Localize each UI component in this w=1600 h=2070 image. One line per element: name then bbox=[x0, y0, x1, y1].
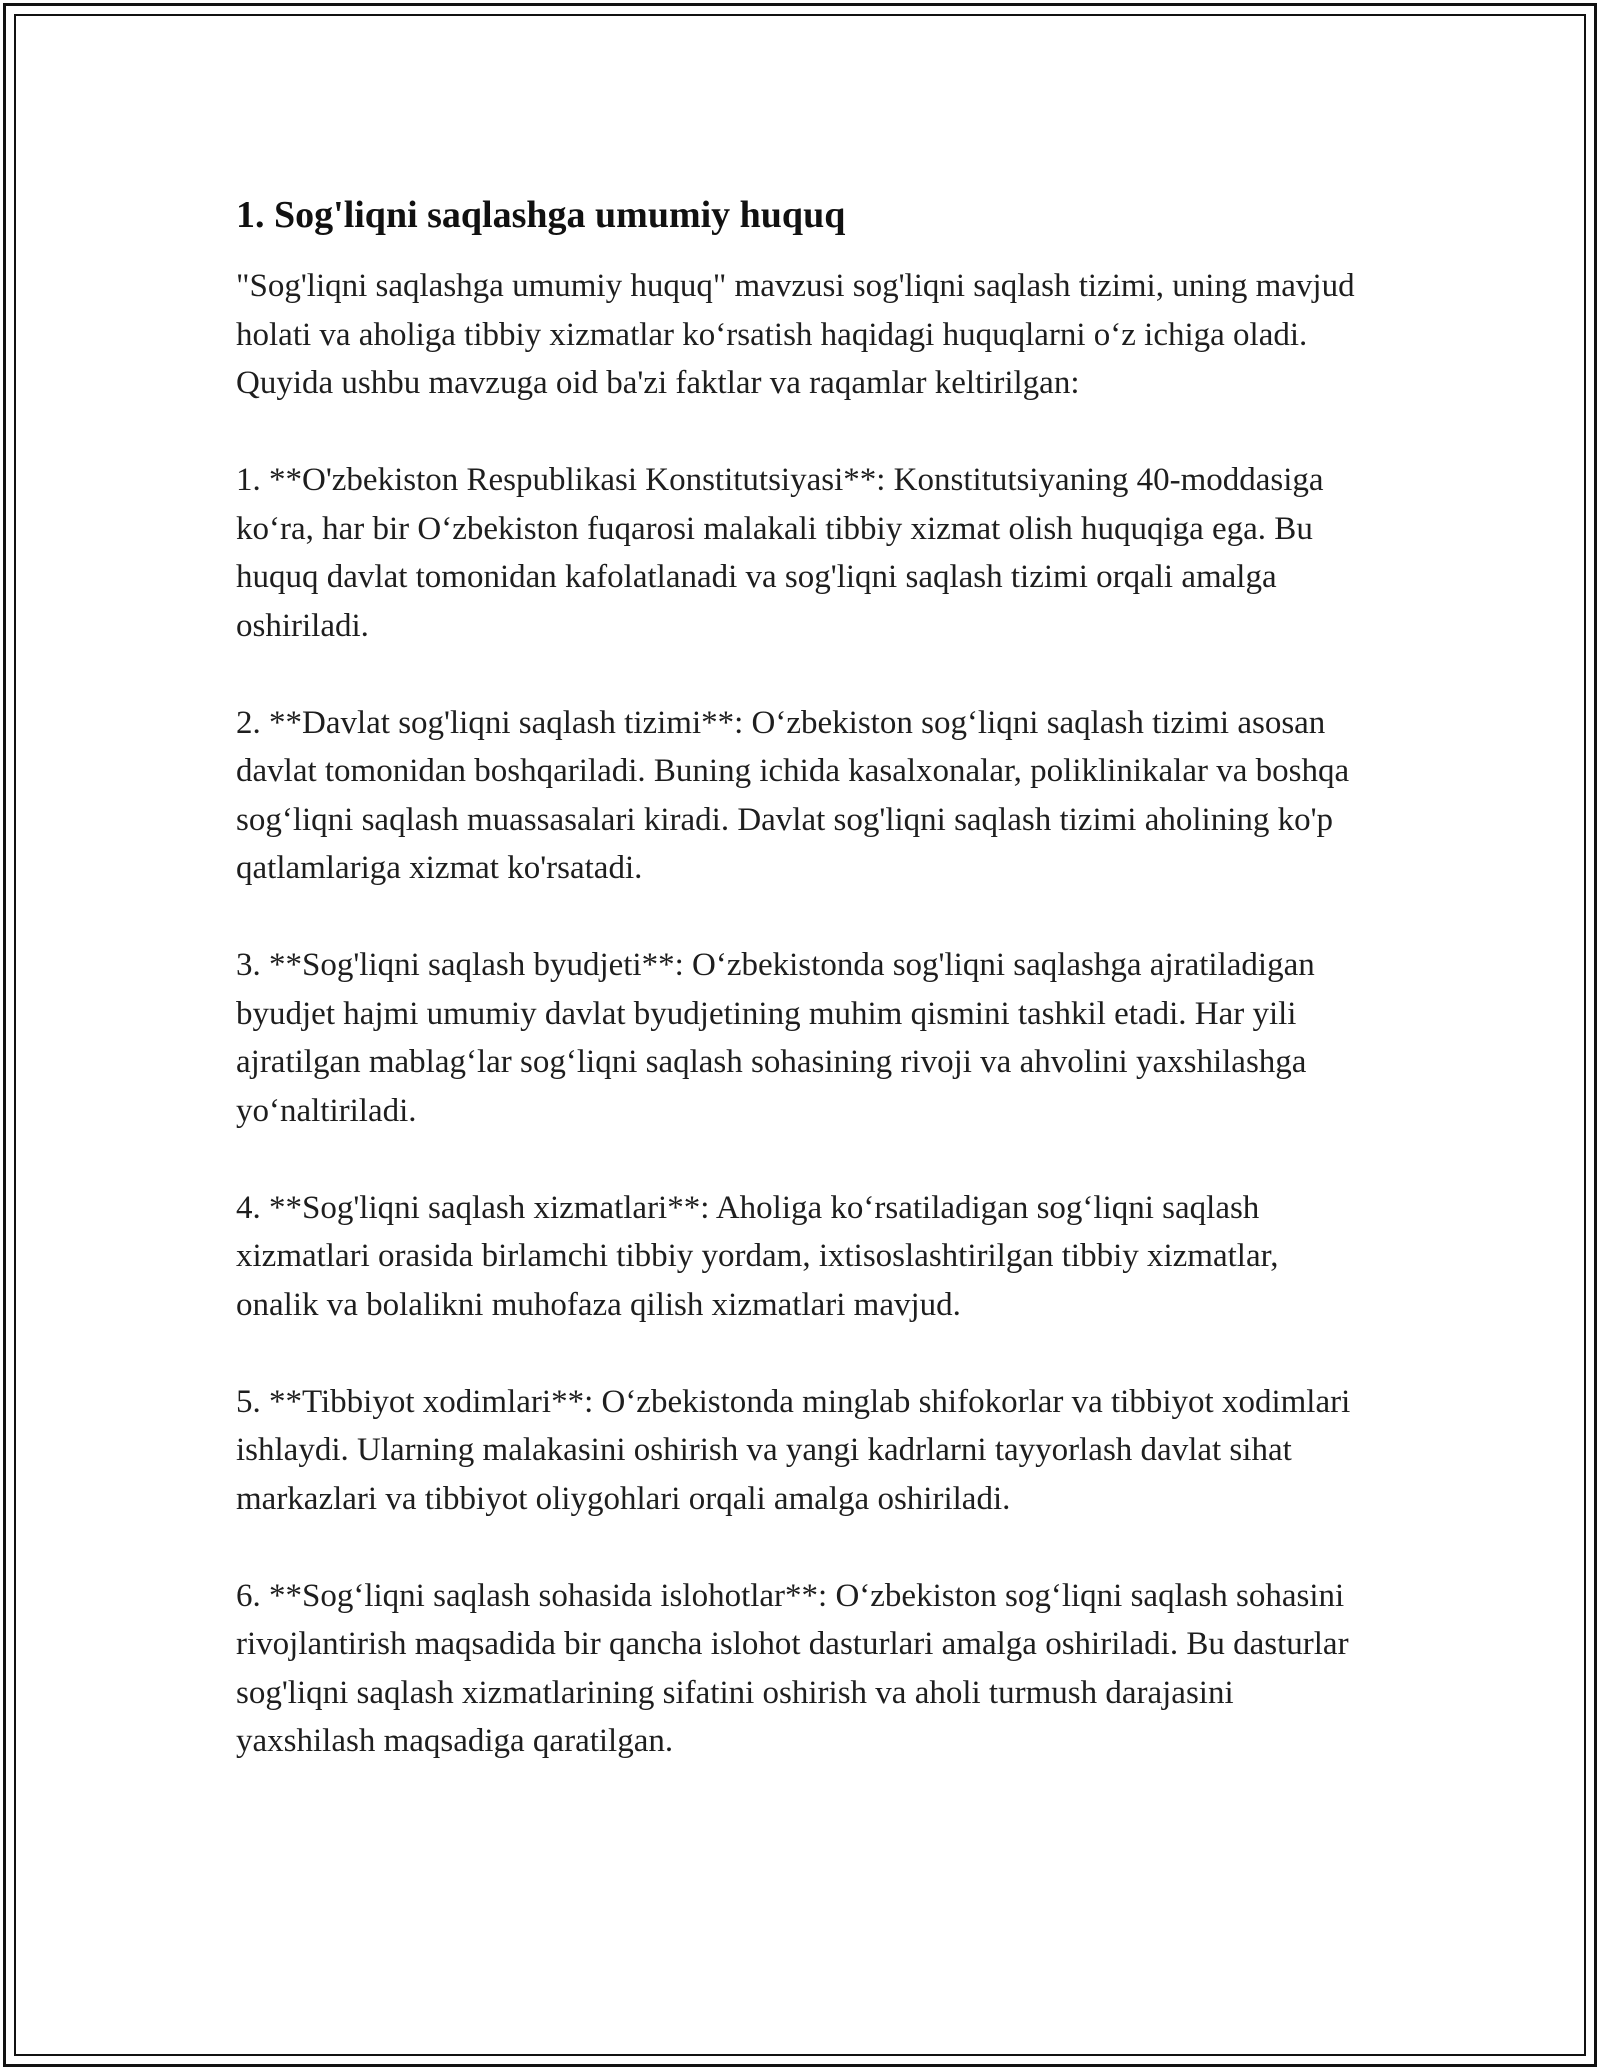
list-item-constitution: 1. **O'zbekiston Respublikasi Konstitutsiyasi**: Konstitutsiyaning 40-moddasiga ko‘ra, har bir O‘zbekiston fuqarosi malakali tibbiy xizmat olish huquqiga ega. Bu huquq davlat tomonidan kafolatlanadi va sog'liqni saqlash tizimi orqali amalga oshiriladi. bbox=[236, 462, 1324, 644]
section-heading: 1. Sog'liqni saqlashga umumiy huquq bbox=[236, 194, 846, 236]
document-body bbox=[236, 190, 1366, 1814]
list-item-health-services: 4. **Sog'liqni saqlash xizmatlari**: Aholiga ko‘rsatiladigan sog‘liqni saqlash xizmatlari orasida birlamchi tibbiy yordam, ixtisoslashtirilgan tibbiy xizmatlar, onalik va bolalikni muhofaza qilish xizmatlari mavjud. bbox=[236, 1189, 1279, 1323]
list-item-state-health-system: 2. **Davlat sog'liqni saqlash tizimi**: O‘zbekiston sog‘liqni saqlash tizimi asosan davlat tomonidan boshqariladi. Buning ichida kasalxonalar, poliklinikalar va boshqa sog‘liqni saqlash muassasalari kiradi. Davlat sog'liqni saqlash tizimi aholining ko'p qatlamlariga xizmat ko'rsatadi. bbox=[236, 704, 1350, 886]
list-item-medical-staff: 5. **Tibbiyot xodimlari**: O‘zbekistonda minglab shifokorlar va tibbiyot xodimlari ishlaydi. Ularning malakasini oshirish va yangi kadrlarni tayyorlash davlat sihat markazlari va tibbiyot oliygohlari orqali amalga oshiriladi. bbox=[236, 1383, 1351, 1517]
list-item-health-budget: 3. **Sog'liqni saqlash byudjeti**: O‘zbekistonda sog'liqni saqlashga ajratiladigan byudjet hajmi umumiy davlat byudjetining muhim qismini tashkil etadi. Har yili ajratilgan mablag‘lar sog‘liqni saqlash sohasining rivoji va ahvolini yaxshilashga yo‘naltiriladi. bbox=[236, 947, 1315, 1129]
intro-paragraph: "Sog'liqni saqlashga umumiy huquq" mavzusi sog'liqni saqlash tizimi, uning mavjud holati va aholiga tibbiy xizmatlar ko‘rsatish haqidagi huquqlarni o‘z ichiga oladi. Quyida ushbu mavzuga oid ba'zi faktlar va raqamlar keltirilgan: bbox=[236, 268, 1355, 401]
list-item-health-reforms: 6. **Sog‘liqni saqlash sohasida islohotlar**: O‘zbekiston sog‘liqni saqlash sohasini rivojlantirish maqsadida bir qancha islohot dasturlari amalga oshiriladi. Bu dasturlar sog'liqni saqlash xizmatlarining sifatini oshirish va aholi turmush darajasini yaxshilash maqsadiga qaratilgan. bbox=[236, 1577, 1349, 1759]
